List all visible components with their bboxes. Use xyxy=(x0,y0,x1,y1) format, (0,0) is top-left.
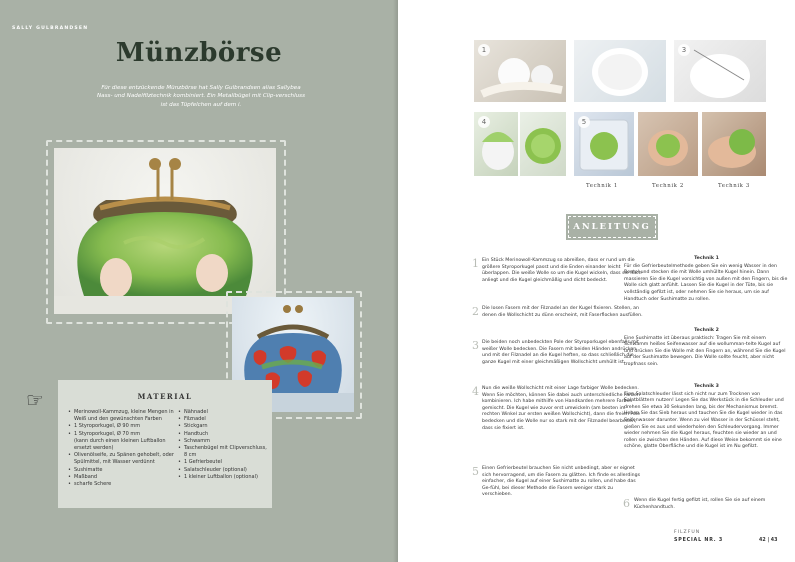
material-item: • 1 Styroporkugel, Ø 90 mm xyxy=(74,423,174,430)
technique-heading: Technik 2 xyxy=(694,328,719,333)
step-text: Ein Stück Merinowoll-Kammzug so abreißen, dass er rund um die größere Styroporkugel passt und die Enden einander leicht überlappen. Die weiße Wolle so um die Kugel wickeln, dass sie flach anliegt und die Kugel gleichmäßig und dicht bedeckt. xyxy=(482,258,642,283)
material-item: • 1 kleiner Luftballon (optional) xyxy=(184,474,267,481)
step-6 xyxy=(624,498,789,511)
technique-label: Technik 3 xyxy=(718,183,750,189)
page-numbers: 42 | 43 xyxy=(759,538,778,543)
step-text: Die losen Fasern mit der Filznadel an der Kugel fixieren. Stellen, an denen die Wollschicht zu dünn erscheint, mit Faserflocken ausfüllen. xyxy=(482,306,643,318)
step-photo-number: 4 xyxy=(478,116,490,128)
material-item: • Schwamm xyxy=(184,438,267,445)
material-item: (kann durch einen kleinen Luftballon xyxy=(74,437,166,444)
step-text: Einen Gefrierbeutel brauchen Sie nicht unbedingt, aber er eignet sich hervorragend, um die Fasern zu glätten. Ich finde es allerdings einfacher, die Kugel auf einer Sushimatte zu rollen, und habe das Ge-fühl, bei dieser Methode die Fasern weniger stark zu verschieben. xyxy=(482,466,641,498)
technique-2-block xyxy=(624,328,789,369)
step-text: Wenn die Kugel fertig gefilzt ist, rollen Sie sie auf einem Küchenhandtuch. xyxy=(634,498,766,510)
technique-3-block xyxy=(624,384,789,451)
technique-text: Eine Sushimatte ist überaus praktisch: Tragen Sie mit einem Schwamm heißes Seifenwasser auf die wollumman-telte Kugel auf und drücken Sie die Wolle mit den Fingern an, während Sie die Kugel auf der Sushimatte bewegen. Die Wolle sollte feucht, aber nicht tropfnass sein. xyxy=(624,335,786,367)
material-item: • Nähnadel xyxy=(184,409,267,416)
technique-text: Eine Salatschleuder lässt sich nicht nur zum Trocknen von Salatblättern nutzen! Legen Sie das Werkstück in die Schleuder und drehen Sie etwa 30 Sekunden lang, bis der Mechanismus bremst. Heben Sie das Sieb heraus und tauchen Sie die Kugel wieder in das Seifenwasser darunter. Wenn zu viel Wasser in der Schüssel steht, gießen Sie es aus und wiederholen den Schleudervorgang. Immer wieder nehmen Sie die Kugel heraus, feuchten sie wieder an und rollen sie zwischen den Händen. Auf diese Weise bekommt sie eine schöne, glatte Oberfläche und die Kugel ist im Nu gefilzt. xyxy=(624,391,784,450)
material-box xyxy=(58,380,272,508)
step-photo-number: 1 xyxy=(478,44,490,56)
material-item: • Stickgarn xyxy=(184,423,267,430)
step-5 xyxy=(472,465,644,499)
pointing-hand-icon: ☞ xyxy=(26,388,44,412)
material-item: • 1 Gefrierbeutel xyxy=(184,459,267,466)
hands-rolling-illustration xyxy=(638,112,698,176)
material-item: Spülmittel, mit Wasser verdünnt xyxy=(74,459,155,466)
technique-photo-2 xyxy=(638,112,698,176)
footer-publication: FILZFUN xyxy=(674,530,701,535)
material-heading: MATERIAL xyxy=(137,392,193,401)
step-photo-3 xyxy=(674,40,766,102)
step-photo-number: 5 xyxy=(578,116,590,128)
material-item: • Handtuch xyxy=(184,431,267,438)
photo-green-coin-purse xyxy=(54,148,276,314)
material-item: ersetzt werden) xyxy=(74,445,114,452)
material-item: • Taschenbügel mit Clipverschluss, xyxy=(184,445,267,452)
technique-heading: Technik 1 xyxy=(694,256,719,261)
step-photo-5 xyxy=(574,112,634,176)
material-item: • 1 Styroporkugel, Ø 70 mm xyxy=(74,431,174,438)
material-item: • Merinowoll-Kammzug, kleine Mengen in xyxy=(74,409,174,416)
technique-heading: Technik 3 xyxy=(694,384,719,389)
technique-photo-3 xyxy=(702,112,766,176)
step-photo-4b xyxy=(520,112,566,176)
technique-label: Technik 2 xyxy=(652,183,684,189)
step-text: Nun die weiße Wollschicht mit einer Lage farbiger Wolle bedecken. Wenn Sie möchten, können Sie dabei auch unterschiedliche Farben kombinieren. Ich habe mithilfe von Handkarden mehrere Farben gemischt. Die Kugel wie zuvor erst umwickeln (am besten im rechten Winkel zur ersten weißen Wollschicht), dann die freien Pole bedecken und die Wolle nur so stark mit der Filznadel bearbeiten, dass sie fixiert ist. xyxy=(482,386,641,431)
step-photo-1 xyxy=(474,40,566,102)
step-photo-2 xyxy=(574,40,666,102)
step-photo-number: 3 xyxy=(678,44,690,56)
material-item: • scharfe Schere xyxy=(74,481,174,488)
material-list-1 xyxy=(74,409,174,488)
step-2 xyxy=(472,305,644,319)
step-number: 4 xyxy=(472,385,479,398)
page-title: Münzbörse xyxy=(115,38,283,68)
hand-holding-ball-illustration xyxy=(702,112,766,176)
material-item: • Filznadel xyxy=(184,416,267,423)
intro-text: Für diese entzückende Münzbörse hat Sally Gulbrandsen alias Sallybea Nass- und Nadelfilztechnik kombiniert. Ein Metallbügel mit Clip-verschluss ist das Tüpfelchen auf dem i. xyxy=(97,85,305,108)
right-page xyxy=(398,0,795,562)
step-photo-4a xyxy=(474,112,518,176)
material-list-2 xyxy=(184,409,267,481)
material-item: • Salatschleuder (optional) xyxy=(184,467,267,474)
technique-label: Technik 1 xyxy=(586,183,618,189)
material-item: 8 cm xyxy=(184,452,197,459)
wool-wrapped-ball-illustration xyxy=(574,40,666,102)
technique-1-block xyxy=(624,256,789,303)
step-1 xyxy=(472,257,644,284)
step-number: 6 xyxy=(623,497,630,510)
step-4 xyxy=(472,385,644,432)
step-number: 5 xyxy=(472,465,479,478)
technique-text: Für die Gefrierbeutelmethode geben Sie ein wenig Wasser in den Beutel und stecken die mit Wolle umhüllte Kugel hinein. Dann massieren Sie die Kugel vorsichtig von außen mit den Fingern, bis die Wolle sich glatt anfühlt. Lassen Sie die Kugel in der Tüte, bis sie vollständig gefilzt ist, oder nehmen Sie sie heraus, um sie auf Handtuch oder Sushimatte zu rollen. xyxy=(624,263,788,302)
section-title: ANLEITUNG xyxy=(568,216,656,238)
step-text: Die beiden noch unbedeckten Pole der Styroporkugel ebenfalls mit weißer Wolle bedecken. Die Fasern mit beiden Händen andrücken und mit der Filznadel an die Kugel heften, so dass schließlich die ganze Kugel mit einer gleichmäßigen Wollschicht umhüllt ist. xyxy=(482,340,639,365)
step-number: 2 xyxy=(472,305,479,318)
green-purse-illustration xyxy=(54,148,276,314)
step-number: 1 xyxy=(472,257,479,270)
material-item: • Sushimatte xyxy=(74,467,174,474)
material-item: • Maßband xyxy=(74,474,174,481)
step-3 xyxy=(472,339,644,366)
material-item: • Olivenölseife, zu Spänen gehobelt, oder xyxy=(74,452,174,459)
footer-issue: SPECIAL NR. 3 xyxy=(674,538,724,543)
green-ball-illustration xyxy=(520,112,566,176)
step-number: 3 xyxy=(472,339,479,352)
material-item: Weiß und den gewünschten Farben xyxy=(74,416,162,423)
author-name: SALLY GULBRANDSEN xyxy=(12,26,89,31)
